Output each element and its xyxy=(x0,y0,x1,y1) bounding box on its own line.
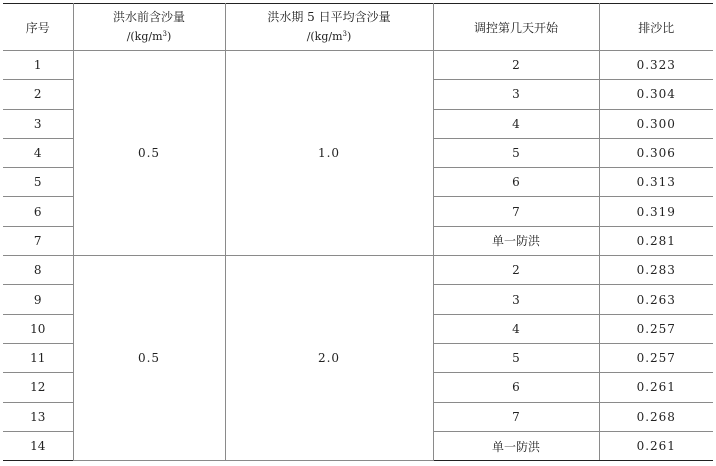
cell-sediment-ratio: 0.261 xyxy=(599,373,713,402)
cell-seq: 6 xyxy=(3,197,73,226)
cell-seq: 11 xyxy=(3,343,73,372)
cell-seq: 9 xyxy=(3,285,73,314)
header-sediment-ratio-label: 排沙比 xyxy=(638,20,675,35)
header-flood-label: 洪水期 5 日平均含沙量 xyxy=(267,10,391,24)
cell-seq: 10 xyxy=(3,314,73,343)
cell-start-day: 6 xyxy=(433,168,599,197)
header-seq xyxy=(3,4,73,51)
header-start-day xyxy=(433,4,599,51)
cell-start-day: 5 xyxy=(433,343,599,372)
cell-start-day: 4 xyxy=(433,314,599,343)
cell-sediment-ratio: 0.257 xyxy=(599,343,713,372)
cell-sediment-ratio: 0.323 xyxy=(599,51,713,80)
cell-seq: 8 xyxy=(3,256,73,285)
cell-sediment-ratio: 0.300 xyxy=(599,109,713,138)
cell-flood-5day-sediment: 1.0 xyxy=(225,51,433,256)
sediment-ratio-table xyxy=(3,3,713,461)
cell-start-day: 单一防洪 xyxy=(433,226,599,255)
cell-seq: 13 xyxy=(3,402,73,431)
cell-sediment-ratio: 0.257 xyxy=(599,314,713,343)
header-pre-flood-sediment xyxy=(73,4,225,51)
cell-seq: 3 xyxy=(3,109,73,138)
header-pre-flood-unit: $/(kg/m^3)$ xyxy=(126,30,172,43)
table-row xyxy=(3,256,713,285)
cell-seq: 7 xyxy=(3,226,73,255)
header-flood-5day-sediment xyxy=(225,4,433,51)
cell-pre-flood-sediment: 0.5 xyxy=(73,51,225,256)
header-start-day-label: 调控第几天开始 xyxy=(473,20,558,35)
cell-seq: 1 xyxy=(3,51,73,80)
header-flood-unit: $/(kg/m^3)$ xyxy=(306,30,352,43)
cell-start-day: 7 xyxy=(433,197,599,226)
cell-start-day: 7 xyxy=(433,402,599,431)
table-row xyxy=(3,51,713,80)
header-pre-flood-label: 洪水前含沙量 xyxy=(112,10,185,24)
cell-seq: 4 xyxy=(3,138,73,167)
cell-start-day: 单一防洪 xyxy=(433,431,599,460)
cell-sediment-ratio: 0.304 xyxy=(599,80,713,109)
cell-start-day: 4 xyxy=(433,109,599,138)
cell-flood-5day-sediment: 2.0 xyxy=(225,256,433,461)
table-body xyxy=(3,51,713,461)
header-row xyxy=(3,4,713,51)
cell-pre-flood-sediment: 0.5 xyxy=(73,256,225,461)
cell-sediment-ratio: 0.263 xyxy=(599,285,713,314)
cell-start-day: 2 xyxy=(433,51,599,80)
cell-start-day: 3 xyxy=(433,285,599,314)
cell-sediment-ratio: 0.268 xyxy=(599,402,713,431)
cell-start-day: 2 xyxy=(433,256,599,285)
cell-sediment-ratio: 0.319 xyxy=(599,197,713,226)
header-seq-label: 序号 xyxy=(25,20,50,35)
cell-sediment-ratio: 0.313 xyxy=(599,168,713,197)
cell-sediment-ratio: 0.261 xyxy=(599,431,713,460)
cell-sediment-ratio: 0.283 xyxy=(599,256,713,285)
cell-start-day: 6 xyxy=(433,373,599,402)
cell-seq: 14 xyxy=(3,431,73,460)
header-sediment-ratio xyxy=(599,4,713,51)
cell-seq: 12 xyxy=(3,373,73,402)
cell-start-day: 5 xyxy=(433,138,599,167)
cell-start-day: 3 xyxy=(433,80,599,109)
cell-sediment-ratio: 0.281 xyxy=(599,226,713,255)
cell-seq: 2 xyxy=(3,80,73,109)
cell-seq: 5 xyxy=(3,168,73,197)
cell-sediment-ratio: 0.306 xyxy=(599,138,713,167)
